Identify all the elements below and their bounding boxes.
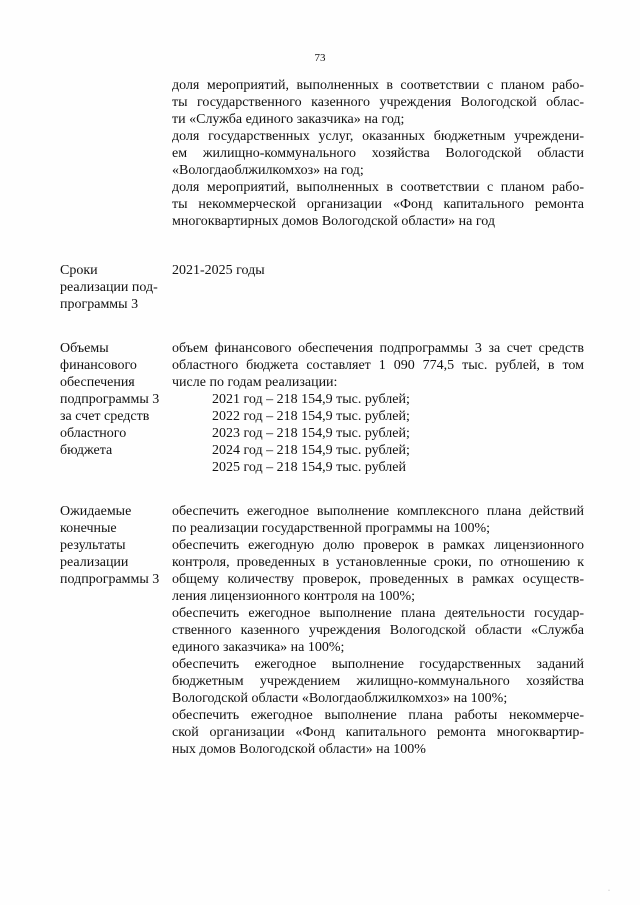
text-line: объем финансового обеспечения подпрограммы 3 за счет средств bbox=[172, 341, 584, 356]
top-content bbox=[172, 77, 584, 230]
text-line: многоквартирных домов Вологодской области» на год bbox=[172, 214, 496, 229]
text-line: ственного казенного учреждения Вологодской области «Служба bbox=[172, 623, 584, 638]
text-line: ти «Служба единого заказчика» на год; bbox=[172, 112, 405, 127]
year-line: 2021 год – 218 154,9 тыс. рублей; bbox=[212, 392, 410, 407]
text-line: обеспечить ежегодное выполнение комплексного плана действий bbox=[172, 504, 584, 519]
text-line: единого заказчика» на 100%; bbox=[172, 640, 345, 655]
text-line: обеспечить ежегодную долю проверок в рамках лицензионного bbox=[172, 538, 584, 553]
text-line: ных домов Вологодской области» на 100% bbox=[172, 742, 426, 757]
year-line: 2022 год – 218 154,9 тыс. рублей; bbox=[212, 409, 410, 424]
text-line: «Вологдаоблжилкомхоз» на год; bbox=[172, 163, 364, 178]
volumes-label bbox=[60, 340, 180, 459]
volumes-content bbox=[172, 340, 584, 476]
text-line: ем жилищно-коммунального хозяйства Вологодской области bbox=[172, 146, 584, 161]
text-line: ления лицензионного контроля на 100%; bbox=[172, 589, 416, 604]
label-line: программы 3 bbox=[60, 297, 139, 312]
results-label bbox=[60, 503, 180, 588]
label-line: Сроки bbox=[60, 263, 98, 278]
terms-content bbox=[172, 262, 584, 279]
scan-speck: · bbox=[608, 888, 610, 894]
text-line: ты некоммерческой организации «Фонд капитального ремонта bbox=[172, 197, 584, 212]
label-line: Объемы bbox=[60, 341, 109, 356]
text-line: Вологодской области «Вологдаоблжилкомхоз» на 100%; bbox=[172, 691, 508, 706]
year-line: 2024 год – 218 154,9 тыс. рублей; bbox=[212, 443, 410, 458]
text-line: ской организации «Фонд капитального ремонта многоквартир- bbox=[172, 725, 584, 740]
text-line: бюджетным учреждением жилищно-коммунального хозяйства bbox=[172, 674, 584, 689]
label-line: результаты bbox=[60, 538, 126, 553]
results-content bbox=[172, 503, 584, 758]
label-line: подпрограммы 3 bbox=[60, 572, 160, 587]
year-line: 2025 год – 218 154,9 тыс. рублей bbox=[212, 460, 406, 475]
label-line: конечные bbox=[60, 521, 117, 536]
label-line: обеспечения bbox=[60, 375, 135, 390]
text-line: областного бюджета составляет 1 090 774,5 тыс. рублей, в том bbox=[172, 358, 584, 373]
label-line: за счет средств bbox=[60, 409, 150, 424]
text-line: обеспечить ежегодное выполнение плана деятельности государ- bbox=[172, 606, 584, 621]
text-line: числе по годам реализации: bbox=[172, 375, 338, 390]
label-line: Ожидаемые bbox=[60, 504, 132, 519]
text-line: по реализации государственной программы на 100%; bbox=[172, 521, 491, 536]
label-line: реализации bbox=[60, 555, 129, 570]
text-line: доля государственных услуг, оказанных бюджетным учреждени- bbox=[172, 129, 584, 144]
label-line: бюджета bbox=[60, 443, 113, 458]
terms-label bbox=[60, 262, 180, 313]
text-line: общему количеству проверок, проведенных в рамках осуществ- bbox=[172, 572, 584, 587]
label-line: областного bbox=[60, 426, 127, 441]
year-line: 2023 год – 218 154,9 тыс. рублей; bbox=[212, 426, 410, 441]
label-line: реализации под- bbox=[60, 280, 158, 295]
label-line: финансового bbox=[60, 358, 137, 373]
text-line: доля мероприятий, выполненных в соответствии с планом рабо- bbox=[172, 180, 584, 195]
text-line: контроля, проведенных в установленные сроки, по отношению к bbox=[172, 555, 584, 570]
label-line: подпрограммы 3 bbox=[60, 392, 160, 407]
text-line: обеспечить ежегодное выполнение плана работы некоммерче- bbox=[172, 708, 584, 723]
page-number: 73 bbox=[314, 52, 326, 64]
text-line: доля мероприятий, выполненных в соответствии с планом рабо- bbox=[172, 78, 584, 93]
terms-value: 2021-2025 годы bbox=[172, 263, 265, 278]
text-line: ты государственного казенного учреждения Вологодской облас- bbox=[172, 95, 584, 110]
text-line: обеспечить ежегодное выполнение государственных заданий bbox=[172, 657, 584, 672]
